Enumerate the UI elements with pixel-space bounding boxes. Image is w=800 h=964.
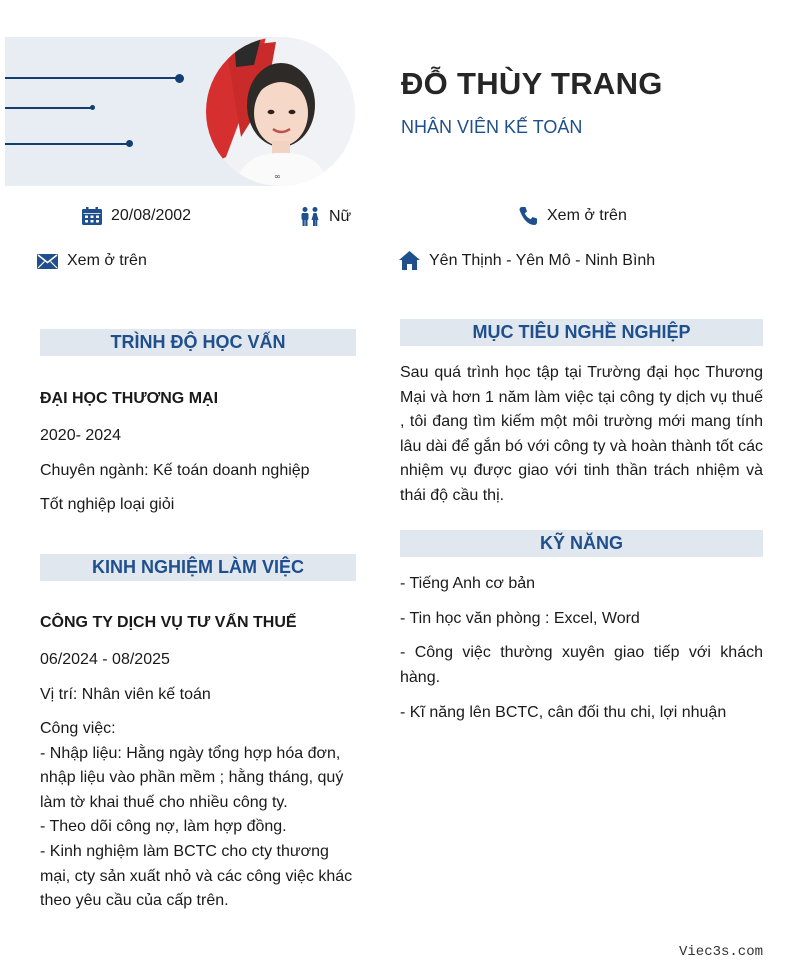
footer-brand: Viec3s.com (678, 944, 763, 960)
decor-dot (90, 105, 95, 110)
dob-info (82, 207, 191, 225)
calendar-icon (82, 207, 102, 225)
job-title: NHÂN VIÊN KẾ TOÁN (401, 117, 583, 137)
objective-text: Sau quá trình học tập tại Trường đại học Thương Mại và hơn 1 năm làm việc tại công ty dịch vụ thuế , tôi đang tìm kiếm một môi trường mới mang tính lâu dài để gắn bó với công ty và hoàn thành tốt các nhiệm vụ được giao với tinh thần trách nhiệm và thái độ cầu thị. (400, 364, 763, 504)
address-info (399, 251, 655, 270)
skill-item: - Tin học văn phòng : Excel, Word (400, 610, 640, 627)
profile-photo (206, 37, 355, 186)
gender-info (300, 207, 351, 226)
skill-item: - Tiếng Anh cơ bản (400, 575, 536, 592)
duty-item: - Theo dõi công nợ, làm hợp đồng. (40, 818, 287, 836)
candidate-name: ĐỖ THÙY TRANG (401, 66, 663, 101)
education-major: Chuyên ngành: Kế toán doanh nghiệp (40, 462, 310, 479)
phone-info (518, 206, 627, 226)
education-school: ĐẠI HỌC THƯƠNG MẠI (40, 390, 219, 407)
gender-icon (300, 207, 320, 226)
experience-duties (40, 717, 356, 914)
phone-icon (518, 206, 538, 226)
objective-heading: MỤC TIÊU NGHỀ NGHIỆP (400, 319, 763, 346)
duty-item: - Nhập liệu: Hằng ngày tổng hợp hóa đơn, nhập liệu vào phần mềm ; hằng tháng, quý làm tờ khai thuế cho nhiều công ty. (40, 744, 344, 811)
education-period: 2020- 2024 (40, 427, 121, 444)
education-heading: TRÌNH ĐỘ HỌC VẤN (40, 329, 356, 356)
experience-period: 06/2024 - 08/2025 (40, 651, 170, 668)
duties-label: Công việc: (40, 720, 116, 737)
phone-text: Xem ở trên (547, 207, 627, 224)
email-icon (37, 254, 58, 269)
skill-item: - Kĩ năng lên BCTC, cân đối thu chi, lợi nhuận (400, 704, 727, 721)
decor-line (5, 77, 180, 79)
skill-item: - Công việc thường xuyên giao tiếp với khách hàng. (400, 644, 763, 686)
decor-line (5, 107, 93, 109)
education-grade: Tốt nghiệp loại giỏi (40, 496, 175, 513)
dob-text: 20/08/2002 (111, 207, 192, 224)
decor-line (5, 143, 130, 145)
decor-dot (175, 74, 184, 83)
gender-text: Nữ (329, 207, 352, 225)
decor-dot (126, 140, 133, 147)
svg-text:∞: ∞ (274, 172, 281, 181)
experience-heading: KINH NGHIỆM LÀM VIỆC (40, 554, 356, 581)
skills-heading: KỸ NĂNG (400, 530, 763, 557)
email-info (37, 252, 147, 270)
duty-item: - Kinh nghiệm làm BCTC cho cty thương mại, cty sản xuất nhỏ và các công việc khác theo yêu cầu của cấp trên. (40, 842, 353, 910)
email-text: Xem ở trên (67, 252, 147, 269)
address-text: Yên Thịnh - Yên Mô - Ninh Bình (429, 251, 656, 269)
home-icon (399, 251, 420, 270)
experience-company: CÔNG TY DỊCH VỤ TƯ VẤN THUẾ (40, 614, 297, 631)
experience-position: Vị trí: Nhân viên kế toán (40, 686, 211, 703)
